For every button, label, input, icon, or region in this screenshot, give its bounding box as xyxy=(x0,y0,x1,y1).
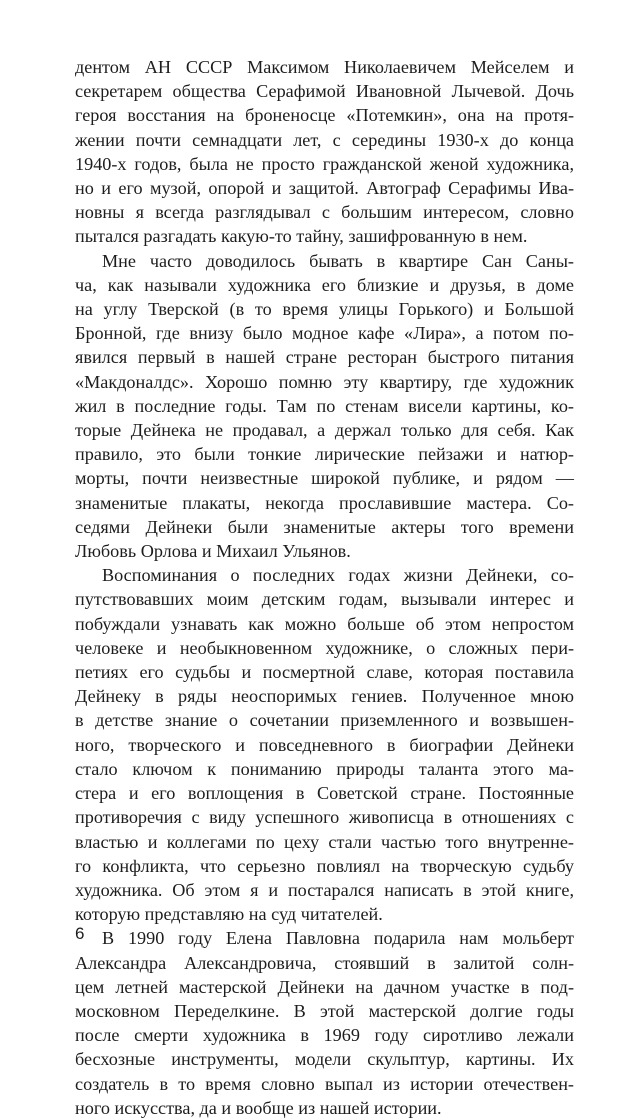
text-line: стера и его воплощения в Советской стране. Постоянные xyxy=(75,783,574,804)
text-line: ного искусства, да и вообще из нашей истории. xyxy=(75,1097,442,1118)
text-line: стало ключом к пониманию природы таланта этого ма- xyxy=(75,758,574,779)
text-line: московном Переделкине. В этой мастерской долгие годы xyxy=(75,1000,574,1021)
text-line: ного, творческого и повседневного в биографии Дейнеки xyxy=(75,734,574,755)
text-line: морты, почти неизвестные широкой публике, и рядом — xyxy=(75,468,574,489)
text-line: петиях его судьбы и посмертной славе, которая поставила xyxy=(75,662,574,683)
text-line: Воспоминания о последних годах жизни Дейнеки, со- xyxy=(102,565,574,586)
text-line: героя восстания на броненосце «Потемкин», она на протя- xyxy=(75,105,574,126)
page-number: 6 xyxy=(75,924,85,943)
text-line: жении почти семнадцати лет, с середины 1930-х до конца xyxy=(75,129,574,150)
text-line: которую представляю на суд читателей. xyxy=(75,904,383,925)
text-line: ча, как называли художника его близкие и друзья, в доме xyxy=(75,274,574,295)
text-line: в детстве знание о сочетании приземленного и возвышен- xyxy=(75,710,574,731)
text-line: художника. Об этом я и постарался написать в этой книге, xyxy=(75,879,574,900)
text-line: В 1990 году Елена Павловна подарила нам мольберт xyxy=(102,928,574,949)
text-line: правило, это были тонкие лирические пейзажи и натюр- xyxy=(75,444,574,465)
text-line: пытался разгадать какую-то тайну, зашифрованную в нем. xyxy=(75,226,528,247)
paragraph-2 xyxy=(75,249,574,564)
text-line: создатель в то время словно выпал из истории отечествен- xyxy=(75,1073,574,1094)
text-line: побуждали узнавать как можно больше об этом непростом xyxy=(75,613,574,634)
text-line: властью и коллегами по цеху стали частью того внутренне- xyxy=(75,831,574,852)
text-line: но и его музой, опорой и защитой. Автограф Серафимы Ива- xyxy=(75,178,574,199)
text-line: Дейнеку в ряды неоспоримых гениев. Полученное мною xyxy=(75,686,574,707)
text-line: новны я всегда разглядывал с большим интересом, словно xyxy=(75,202,574,223)
text-line: жил в последние годы. Там по стенам висели картины, ко- xyxy=(75,395,574,416)
text-line: противоречия с виду успешного живописца в отношениях с xyxy=(75,807,574,828)
text-line: Мне часто доводилось бывать в квартире Сан Саны- xyxy=(102,250,574,271)
text-line: го конфликта, что серьезно повлиял на творческую судьбу xyxy=(75,855,574,876)
text-line: торые Дейнека не продавал, а держал только для себя. Как xyxy=(75,420,574,441)
text-line: явился первый в нашей стране ресторан быстрого питания xyxy=(75,347,574,368)
text-line: «Макдоналдс». Хорошо помню эту квартиру, где художник xyxy=(75,371,574,392)
page-body xyxy=(75,55,574,1120)
text-line: Александра Александровича, стоявший в залитой солн- xyxy=(75,952,574,973)
paragraph-3 xyxy=(75,563,574,926)
text-line: путствовавших моим детским годам, вызывали интерес и xyxy=(75,589,574,610)
text-line: дентом АН СССР Максимом Николаевичем Мейселем и xyxy=(75,57,574,77)
text-line: Бронной, где внизу было модное кафе «Лира», а потом по- xyxy=(75,323,574,344)
paragraph-1 xyxy=(75,55,574,249)
text-line: на углу Тверской (в то время улицы Горького) и Большой xyxy=(75,299,574,320)
text-line: бесхозные инструменты, модели скульптур, картины. Их xyxy=(75,1049,574,1070)
text-line: цем летней мастерской Дейнеки на дачном участке в под- xyxy=(75,976,574,997)
paragraph-4 xyxy=(75,926,574,1120)
text-line: после смерти художника в 1969 году сиротливо лежали xyxy=(75,1025,574,1046)
text-line: секретарем общества Серафимой Ивановной Лычевой. Дочь xyxy=(75,81,574,102)
text-line: Любовь Орлова и Михаил Ульянов. xyxy=(75,541,351,562)
text-line: седями Дейнеки были знаменитые актеры того времени xyxy=(75,516,574,537)
text-line: знаменитые плакаты, некогда прославившие мастера. Со- xyxy=(75,492,574,513)
text-line: 1940-х годов, была не просто гражданской женой художника, xyxy=(75,153,574,174)
text-line: человеке и необыкновенном художнике, о сложных пери- xyxy=(75,637,574,658)
